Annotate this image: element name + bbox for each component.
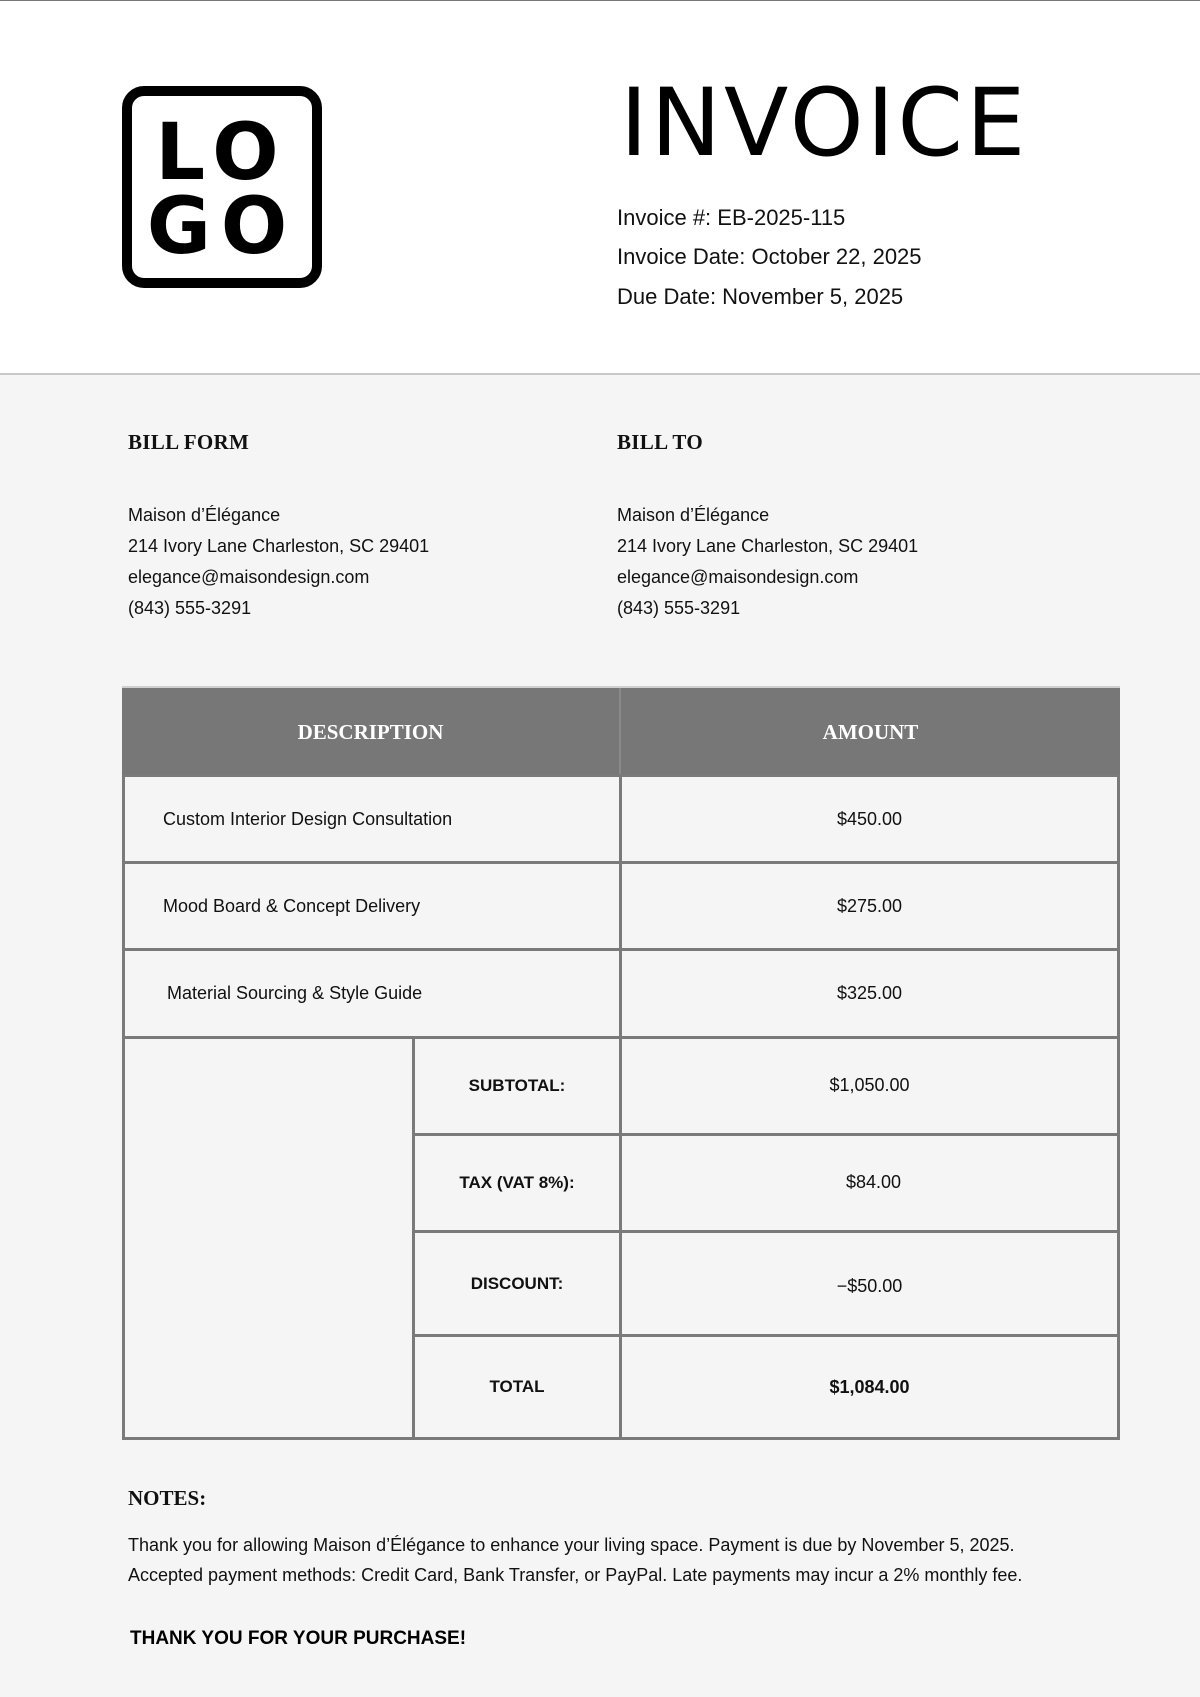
table-row-3-amount: $325.00 — [619, 948, 1120, 1039]
due-date: Due Date: November 5, 2025 — [617, 284, 904, 309]
bill-to-phone: (843) 555-3291 — [617, 598, 741, 618]
bill-from-heading: BILL FORM — [128, 430, 250, 454]
tax-value: $84.00 — [619, 1133, 1120, 1233]
summary-blank-cell — [122, 1036, 415, 1440]
logo-text-line-1: LO — [155, 108, 289, 198]
bill-to-address-block — [617, 500, 918, 624]
column-header-description: DESCRIPTION — [297, 720, 444, 744]
total-value: $1,084.00 — [619, 1334, 1120, 1440]
notes-line-2: Accepted payment methods: Credit Card, Bank Transfer, or PayPal. Late payments may incur a 2% monthly fee. — [128, 1565, 1023, 1585]
bill-from-address-block — [128, 500, 429, 624]
bill-to-address: 214 Ivory Lane Charleston, SC 29401 — [617, 536, 919, 556]
invoice-header — [0, 1, 1200, 375]
bill-to-email: elegance@maisondesign.com — [617, 567, 859, 587]
bill-from-address: 214 Ivory Lane Charleston, SC 29401 — [128, 536, 430, 556]
invoice-title: INVOICE — [620, 69, 1029, 178]
table-row-2-description: Mood Board & Concept Delivery — [122, 861, 622, 951]
bill-to-name: Maison d’Élégance — [617, 505, 770, 525]
notes-heading: NOTES: — [128, 1486, 207, 1510]
bill-from-email: elegance@maisondesign.com — [128, 567, 370, 587]
subtotal-value: $1,050.00 — [619, 1036, 1120, 1136]
invoice-date: Invoice Date: October 22, 2025 — [617, 244, 922, 269]
notes-text — [128, 1530, 1128, 1590]
table-row-1-amount: $450.00 — [619, 774, 1120, 864]
table-row-3-description: Material Sourcing & Style Guide — [122, 948, 622, 1039]
discount-value: −$50.00 — [619, 1230, 1120, 1337]
table-header — [122, 686, 1120, 776]
tax-label: TAX (VAT 8%): — [412, 1133, 622, 1233]
table-row-2-amount: $275.00 — [619, 861, 1120, 951]
invoice-number: Invoice #: EB-2025-115 — [617, 205, 846, 230]
notes-line-1: Thank you for allowing Maison d’Élégance to enhance your living space. Payment is due by November 5, 2025. — [128, 1535, 1015, 1555]
subtotal-label: SUBTOTAL: — [412, 1036, 622, 1136]
bill-from-name: Maison d’Élégance — [128, 505, 281, 525]
logo — [122, 86, 322, 288]
bill-from-phone: (843) 555-3291 — [128, 598, 252, 618]
discount-label: DISCOUNT: — [412, 1230, 622, 1337]
bill-to-heading: BILL TO — [617, 430, 703, 454]
total-label: TOTAL — [412, 1334, 622, 1440]
table-row-1-description: Custom Interior Design Consultation — [122, 774, 622, 864]
logo-text-line-2: GO — [146, 182, 298, 272]
thank-you-message: THANK YOU FOR YOUR PURCHASE! — [130, 1628, 467, 1649]
column-header-amount: AMOUNT — [822, 720, 919, 744]
